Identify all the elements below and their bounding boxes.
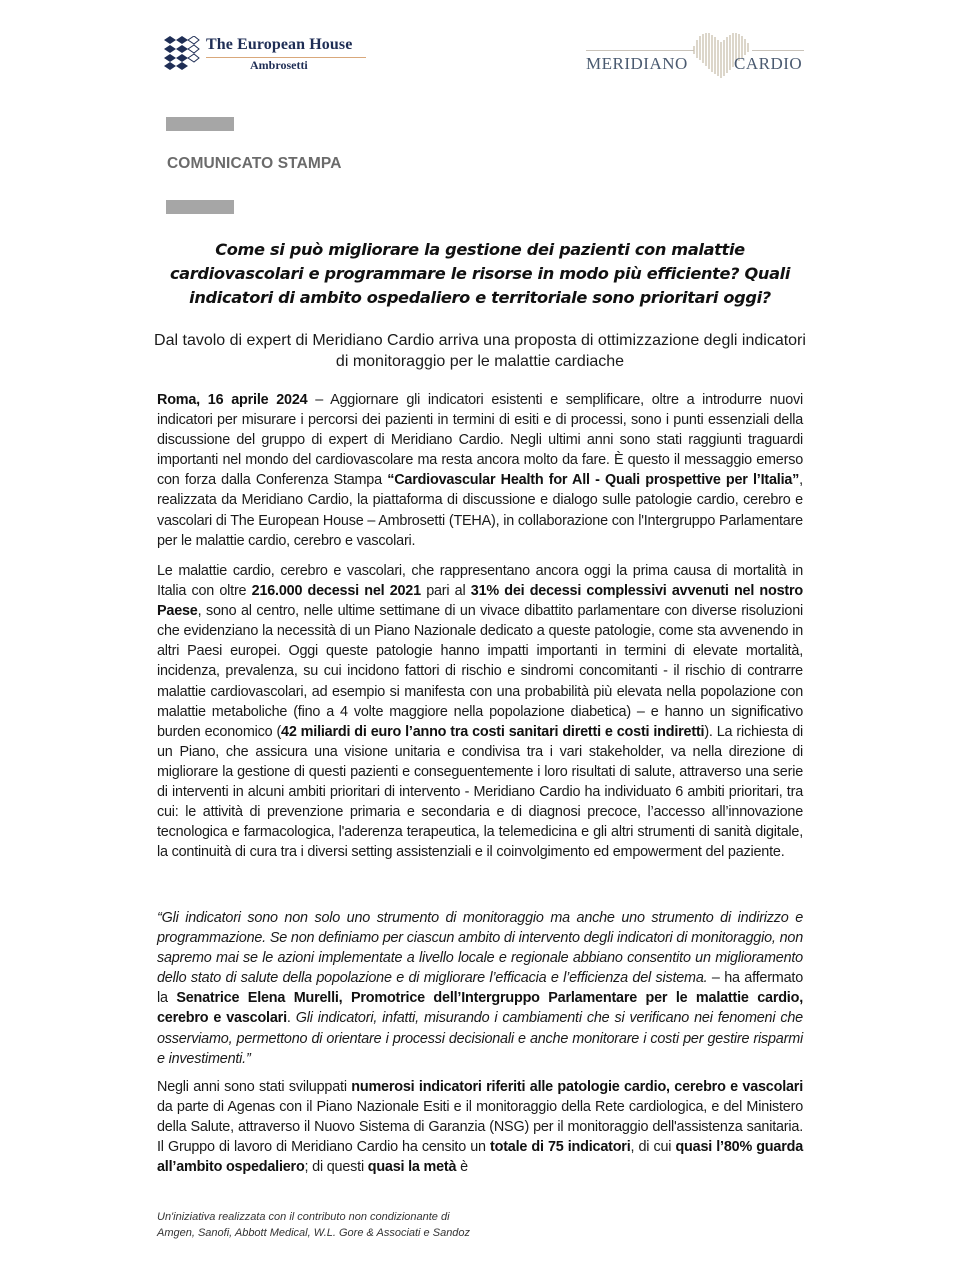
decorative-bar-top	[166, 117, 234, 131]
text-run: da parte di Agenas con il Piano Nazionale Esiti e il monitoraggio della Rete cardiologica, e del Ministero della Salute, attraverso il Nuovo Sistema di Garanzia (NSG) per il monitoraggio dell'assistenza sanitaria. Il Gruppo di lavoro di Meridiano Cardio ha censito un	[157, 1099, 803, 1156]
highlight-hospital-share: quasi l’80% guarda all’ambito ospedaliero	[157, 1139, 803, 1176]
event-title: “Cardiovascular Health for All - Quali prospettive per l’Italia”	[387, 472, 800, 489]
logo-line-left	[586, 50, 694, 51]
highlight-percentage: 31% dei decessi complessivi avvenuti nel nostro Paese	[157, 583, 803, 620]
logo-word-cardio: CARDIO	[734, 54, 803, 73]
highlight-half: quasi la metà	[367, 1159, 457, 1176]
sponsor-note-line2: Amgen, Sanofi, Abbott Medical, W.L. Gore & Associati e Sandoz	[157, 1227, 471, 1239]
headline: Come si può migliorare la gestione dei pazienti con malattie cardiovascolari e programmare le risorse in modo più efficiente? Quali indicatori di ambito ospedaliero e territoriale sono prioritari oggi?	[169, 240, 791, 307]
sponsor-note-line1: Un'iniziativa realizzata con il contributo non condizionante di	[157, 1211, 450, 1223]
highlight-deaths: 216.000 decessi nel 2021	[251, 583, 421, 600]
paragraph-intro	[157, 390, 803, 551]
teha-logo-subname: Ambrosetti	[250, 58, 308, 72]
dateline: Roma, 16 aprile 2024	[157, 392, 308, 408]
quote-text-continued: Gli indicatori, infatti, misurando i cambiamenti che si verificano nei fenomeni che osserviamo, permettono di orientare i processi decisionali e anche monitorare i costi per gestire risparmi e investimenti.”	[157, 1010, 803, 1067]
text-run: , sono al centro, nelle ultime settimane di un vivace dibattito parlamentare con diverse risoluzioni che evidenziano la necessità di un Piano Nazionale dedicato a queste patologie, come sta avvenendo in altri Paesi europei. Oggi queste patologie hanno impatti importanti in termini di elevate mortalità, incidenza, prevalenza, su cui incidono fattori di rischio e sindromi concomitanti - il rischio di contrarre malattie cardiovascolari, ad esempio si manifesta con una probabilità più elevata nella popolazione con malattie metaboliche (fino a 4 volte maggiore nella popolazione diabetica) – e hanno un significativo burden economico (	[157, 603, 803, 740]
section-label: COMUNICATO STAMPA	[167, 155, 342, 172]
teha-logo	[162, 36, 372, 76]
logo-word-meridiano: MERIDIANO	[586, 54, 688, 73]
logo-line-right	[752, 50, 804, 51]
paragraph-context	[157, 561, 803, 862]
paragraph-indicators	[157, 1077, 803, 1177]
highlight-indicators: numerosi indicatori riferiti alle patologie cardio, cerebro e vascolari	[351, 1079, 803, 1095]
paragraph-quote	[157, 908, 803, 1069]
subheadline: Dal tavolo di expert di Meridiano Cardio arriva una proposta di ottimizzazione degli indicatori di monitoraggio per le malattie cardiache	[154, 332, 806, 370]
text-run: pari al	[420, 583, 471, 600]
text-run: , di cui	[630, 1139, 676, 1156]
text-run: Le malattie cardio, cerebro e vascolari, che rappresentano ancora oggi la prima causa di mortalità in Italia con oltre	[157, 563, 803, 600]
text-run: – Aggiornare gli indicatori esistenti e semplificare, oltre a introdurre nuovi indicatori per misurare i percorsi dei pazienti in termini di esiti e di processi, sono i punti essenziali della discussione del gruppo di expert di Meridiano Cardio. Negli ultimi anni sono stati raggiunti traguardi importanti nel mondo del cardiovascolare ma resta ancora molto da fare. È questo il messaggio emerso con forza dalla Conferenza Stampa	[157, 392, 803, 489]
sponsor-note	[157, 1209, 470, 1241]
highlight-total-indicators: totale di 75 indicatori	[490, 1139, 631, 1156]
quote-attribution: Senatrice Elena Murelli, Promotrice dell’Intergruppo Parlamentare per le malattie cardio, cerebro e vascolari	[157, 990, 803, 1027]
quote-text: “Gli indicatori sono non solo uno strumento di monitoraggio ma anche uno strumento di indirizzo e programmazione. Se non definiamo per ciascun ambito di intervento degli indicatori di monitoraggio, non sapremo mai se le azioni implementate a livello locale e regionale abbiano consentito un miglioramento dello stato di salute della popolazione e di migliorare l’efficacia e l’efficienza del sistema.	[157, 910, 803, 987]
decorative-bar-bottom	[166, 200, 234, 214]
text-run: – ha affermato la	[157, 970, 803, 1007]
highlight-economic-burden: 42 miliardi di euro l’anno tra costi sanitari diretti e costi indiretti	[281, 723, 705, 740]
text-run: è	[456, 1159, 468, 1176]
teha-emblem-icon	[162, 36, 200, 70]
text-run: ). La richiesta di un Piano, che assicura una visione unitaria e condivisa tra i vari stakeholder, va nella direzione di migliorare la gestione di questi pazienti e conseguentemente i loro risultati di salute, attraverso una serie di interventi in alcuni ambiti prioritari di intervento - Meridiano Cardio ha individuato 6 ambiti prioritari, tra cui: le attività di prevenzione primaria e secondaria e di diagnosi precoce, l’accesso all’innovazione tecnologica e farmacologica, l'aderenza terapeutica, la telemedicina e gli altri strumenti di sanità digitale, la continuità di cura tra i diversi setting assistenziali e il coinvolgimento ed empowerment del paziente.	[157, 723, 803, 861]
text-run: ; di questi	[304, 1159, 368, 1176]
text-run: Negli anni sono stati sviluppati	[157, 1079, 352, 1095]
meridiano-cardio-logo	[586, 28, 806, 84]
text-run: .	[286, 1010, 296, 1027]
text-run: , realizzata da Meridiano Cardio, la piattaforma di discussione e dialogo sulle patologie cardio, cerebro e vascolari di The European House – Ambrosetti (TEHA), in collaborazione con l'Intergruppo Parlamentare per le malattie cardio, cerebro e vascolari.	[157, 472, 803, 549]
teha-logo-name: The European House	[206, 36, 353, 53]
